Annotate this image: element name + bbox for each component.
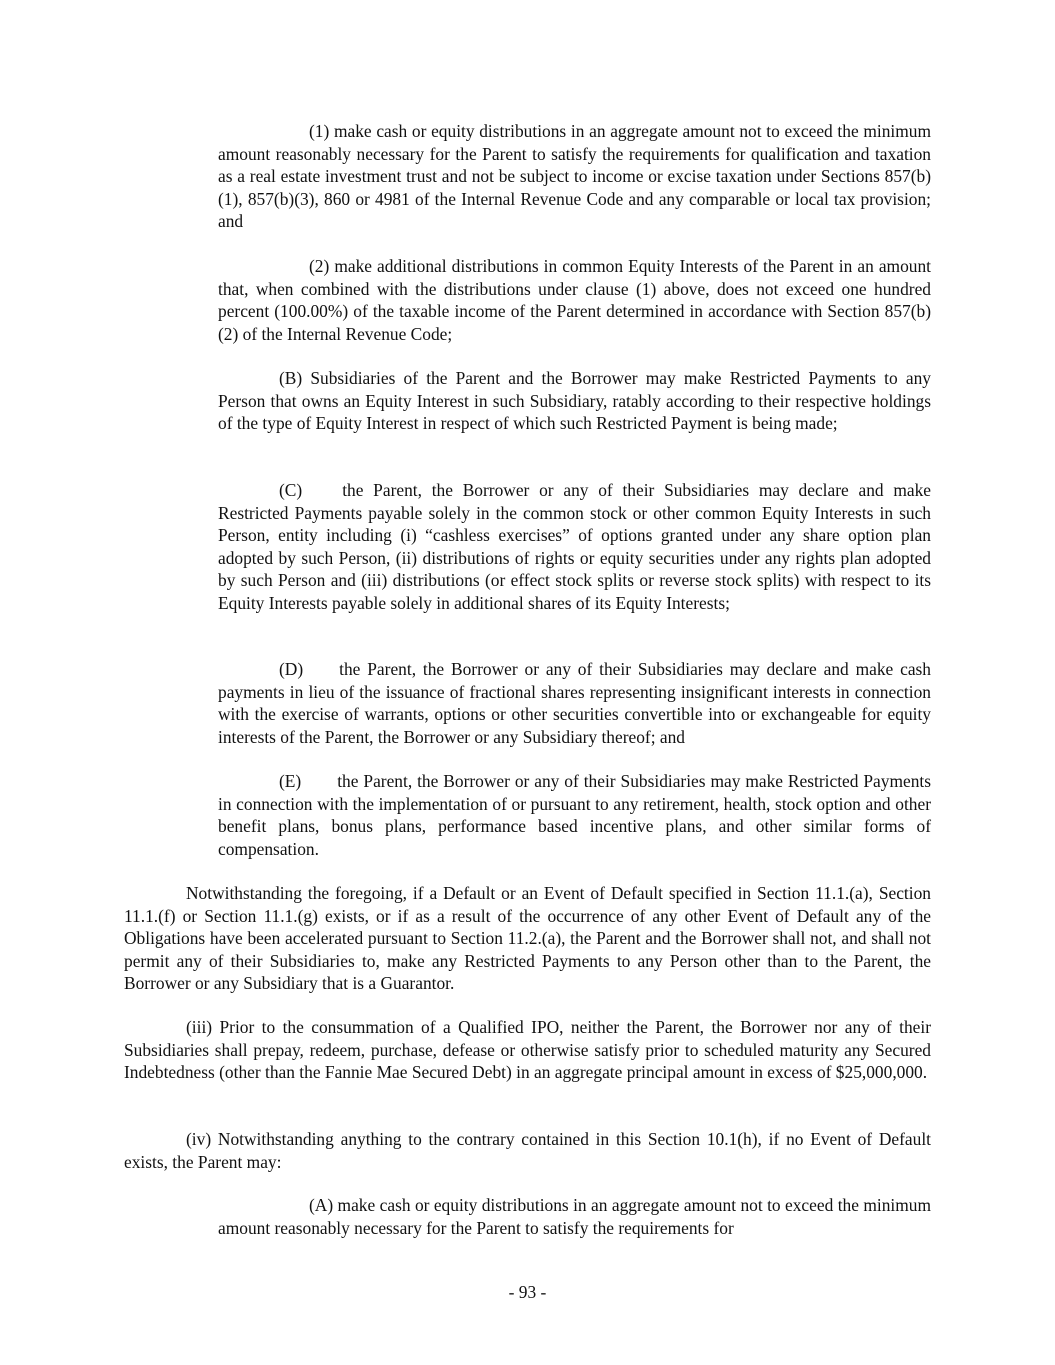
paragraph-clause-b: (B) Subsidiaries of the Parent and the Borrower may make Restricted Payments to any Person that owns an Equity Interest in such Subsidiary, ratably according to their respective holdings of the type of Equity Interest in respect of which such Restricted Payment is being made; <box>218 368 931 434</box>
clause-e-label: (E) <box>279 771 302 791</box>
clause-d-text: the Parent, the Borrower or any of their Subsidiaries may declare and make cash payments in lieu of the issuance of fractional shares representing insignificant interests in connection with the exercise of warrants, options or other securities convertible into or exchangeable for equity interests of the Parent, the Borrower or any Subsidiary thereof; and <box>218 659 931 747</box>
clause-c-label: (C) <box>279 480 303 500</box>
page-number: - 93 - <box>508 1282 547 1302</box>
clause-e-text: the Parent, the Borrower or any of their Subsidiaries may make Restricted Payments in connection with the implementation of or pursuant to any retirement, health, stock option and other benefit plans, bonus plans, performance based incentive plans, and other similar forms of compensation. <box>218 771 931 859</box>
paragraph-clause-2: (2) make additional distributions in common Equity Interests of the Parent in an amount that, when combined with the distributions under clause (1) above, does not exceed one hundred percent (100.00%) of the taxable income of the Parent determined in accordance with Section 857(b)(2) of the Internal Revenue Code; <box>218 256 931 344</box>
paragraph-notwithstanding: Notwithstanding the foregoing, if a Default or an Event of Default specified in Section 11.1.(a), Section 11.1.(f) or Section 11.1.(g) exists, or if as a result of the occurrence of any other Event of Default any of the Obligations have been accelerated pursuant to Section 11.2.(a), the Parent and the Borrower shall not, and shall not permit any of their Subsidiaries to, make any Restricted Payments to any Person other than to the Parent, the Borrower or any Subsidiary that is a Guarantor. <box>124 883 931 994</box>
clause-d-label: (D) <box>279 659 304 679</box>
paragraph-clause-c <box>218 479 931 615</box>
paragraph-clause-a: (A) make cash or equity distributions in an aggregate amount not to exceed the minimum amount reasonably necessary for the Parent to satisfy the requirements for <box>218 1195 931 1238</box>
paragraph-clause-d <box>218 658 931 748</box>
paragraph-clause-e <box>218 770 931 860</box>
clause-c-text: the Parent, the Borrower or any of their Subsidiaries may declare and make Restricted Payments payable solely in the common stock or other common Equity Interests in such Person, entity including (i) “cashless exercises” of options granted under any share option plan adopted by such Person, (ii) distributions of rights or equity securities under any rights plan adopted by such Person and (iii) distributions (or effect stock splits or reverse stock splits) with respect to its Equity Interests payable solely in additional shares of its Equity Interests; <box>218 480 931 613</box>
paragraph-clause-1: (1) make cash or equity distributions in an aggregate amount not to exceed the minimum amount reasonably necessary for the Parent to satisfy the requirements for qualification and taxation as a real estate investment trust and not be subject to income or excise taxation under Sections 857(b)(1), 857(b)(3), 860 or 4981 of the Internal Revenue Code and any comparable or local tax provision; and <box>218 121 931 232</box>
paragraph-iii: (iii) Prior to the consummation of a Qualified IPO, neither the Parent, the Borrower nor any of their Subsidiaries shall prepay, redeem, purchase, defease or otherwise satisfy prior to scheduled maturity any Secured Indebtedness (other than the Fannie Mae Secured Debt) in an aggregate principal amount in excess of $25,000,000. <box>124 1017 931 1083</box>
paragraph-iv: (iv) Notwithstanding anything to the contrary contained in this Section 10.1(h), if no Event of Default exists, the Parent may: <box>124 1129 931 1172</box>
